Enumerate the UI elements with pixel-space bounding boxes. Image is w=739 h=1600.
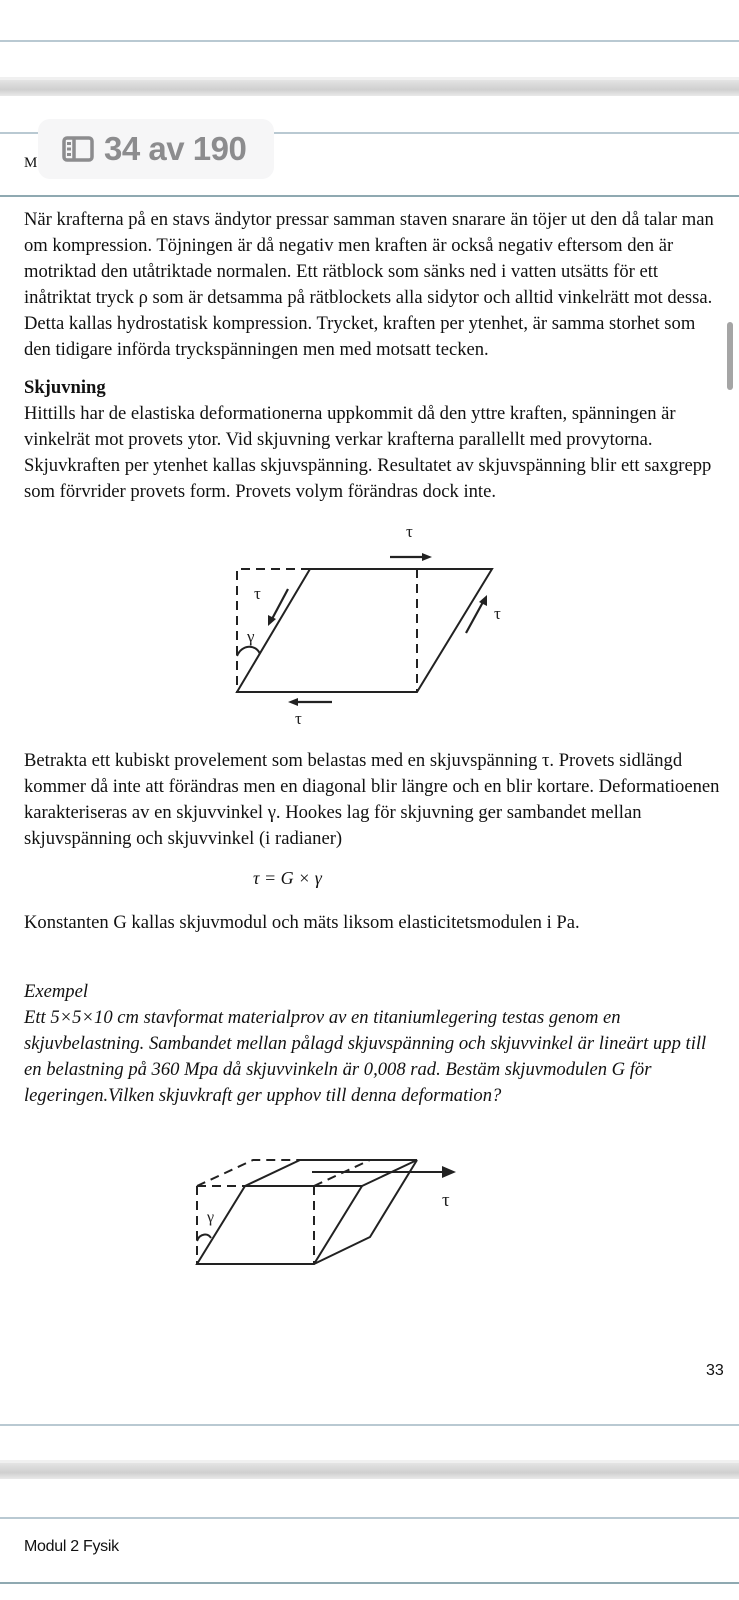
sidebar-icon [62,136,94,162]
header-rule-bottom [0,195,739,197]
arrow-right-edge [466,595,487,633]
next-page-header: Modul 2 Fysik [24,1538,119,1555]
hookes-law-formula: τ = G × γ [253,868,322,888]
side-face [314,1160,417,1264]
paragraph-compression [24,207,724,363]
label-tau-right: τ [494,604,501,623]
gamma-arc [197,1235,211,1241]
shear-heading: Skjuvning [24,377,106,398]
page-divider-top [0,40,739,42]
sheared-block-diagram [180,1140,480,1280]
arrow-left-edge [268,589,288,626]
page-gap [0,80,739,96]
cube-text: Betrakta ett kubiskt provelement som belastas med en skjuvspänning τ. Provets sidlängd kommer då inte att förändras men en diagonal blir längre och en blir kortare. Deformatioenen karakteriseras av en skjuvvinkel γ. Hookes lag för skjuvning ger sambandet mellan skjuvspänning och skjuvvinkel (i radianer) [24,750,720,849]
modulus-text: Konstanten G kallas skjuvmodul och mäts liksom elasticitetsmodulen i Pa. [24,912,580,933]
next-header-rule-bottom [0,1582,739,1584]
arrow-top [390,553,432,561]
page-gap [0,1463,739,1479]
label-gamma: γ [247,627,255,646]
compression-text: När krafterna på en stavs ändytor pressar samman staven snarare än töjer ut den då talar man om kompression. Töjningen är då negativ men kraften är också negativ eftersom den är motriktad den utåtriktade normalen. Ett rätblock som sänks ned i vatten utsätts för ett inåtriktat tryck ρ som är detsamma på rätblockets alla sidytor och alltid vinkelrätt mot dessa. Detta kallas hydrostatisk kompression. Trycket, kraften per ytenhet, är samma storhet som den tidigare införda tryckspänningen men med motsatt tecken. [24,209,714,360]
paragraph-cube [24,748,724,852]
label-tau-left: τ [254,584,261,603]
page-indicator-text: 34 av 190 [104,130,247,167]
example-text: Ett 5×5×10 cm stavformat materialprov av en titaniumlegering testas genom en skjuvbelastning. Sambandet mellan pålagd skjuvspänning och skjuvvinkel är lineärt upp till en belastning på 360 Mpa då skjuvvinkeln är 0,008 rad. Bestäm skjuvmodulen G för legeringen.Vilken skjuvkraft ger upphov till denna deformation? [24,1007,707,1106]
vertical-scrollbar[interactable] [727,322,733,390]
label-gamma: γ [207,1209,215,1226]
deformed-parallelogram [237,569,492,692]
gamma-arc [237,647,260,656]
shear-intro-text: Hittills har de elastiska deformationerna uppkommit då den yttre kraften, spänningen är vinkelrät mot provets ytor. Vid skjuvning verkar krafterna parallellt med provytorna. Skjuvkraften per ytenhet kallas skjuvspänning. Resultatet av skjuvspänning blir ett saxgrepp som förvrider provets form. Provets volym förändras dock inte. [24,403,712,502]
paragraph-modulus [24,910,724,936]
arrow-bottom [288,698,332,706]
page-number: 33 [706,1362,724,1379]
shear-diagram [210,520,520,730]
page-divider-bottom [0,1424,739,1426]
section-example [24,979,724,1109]
original-top-back-dashed [197,1160,300,1186]
page-indicator-badge[interactable] [38,119,274,179]
label-tau-top: τ [406,522,413,541]
example-heading: Exempel [24,981,89,1002]
label-tau-bottom: τ [295,709,302,728]
next-header-rule-top [0,1517,739,1519]
page-header-partial: M [24,155,38,171]
section-shear [24,375,724,505]
label-tau: τ [442,1190,450,1211]
